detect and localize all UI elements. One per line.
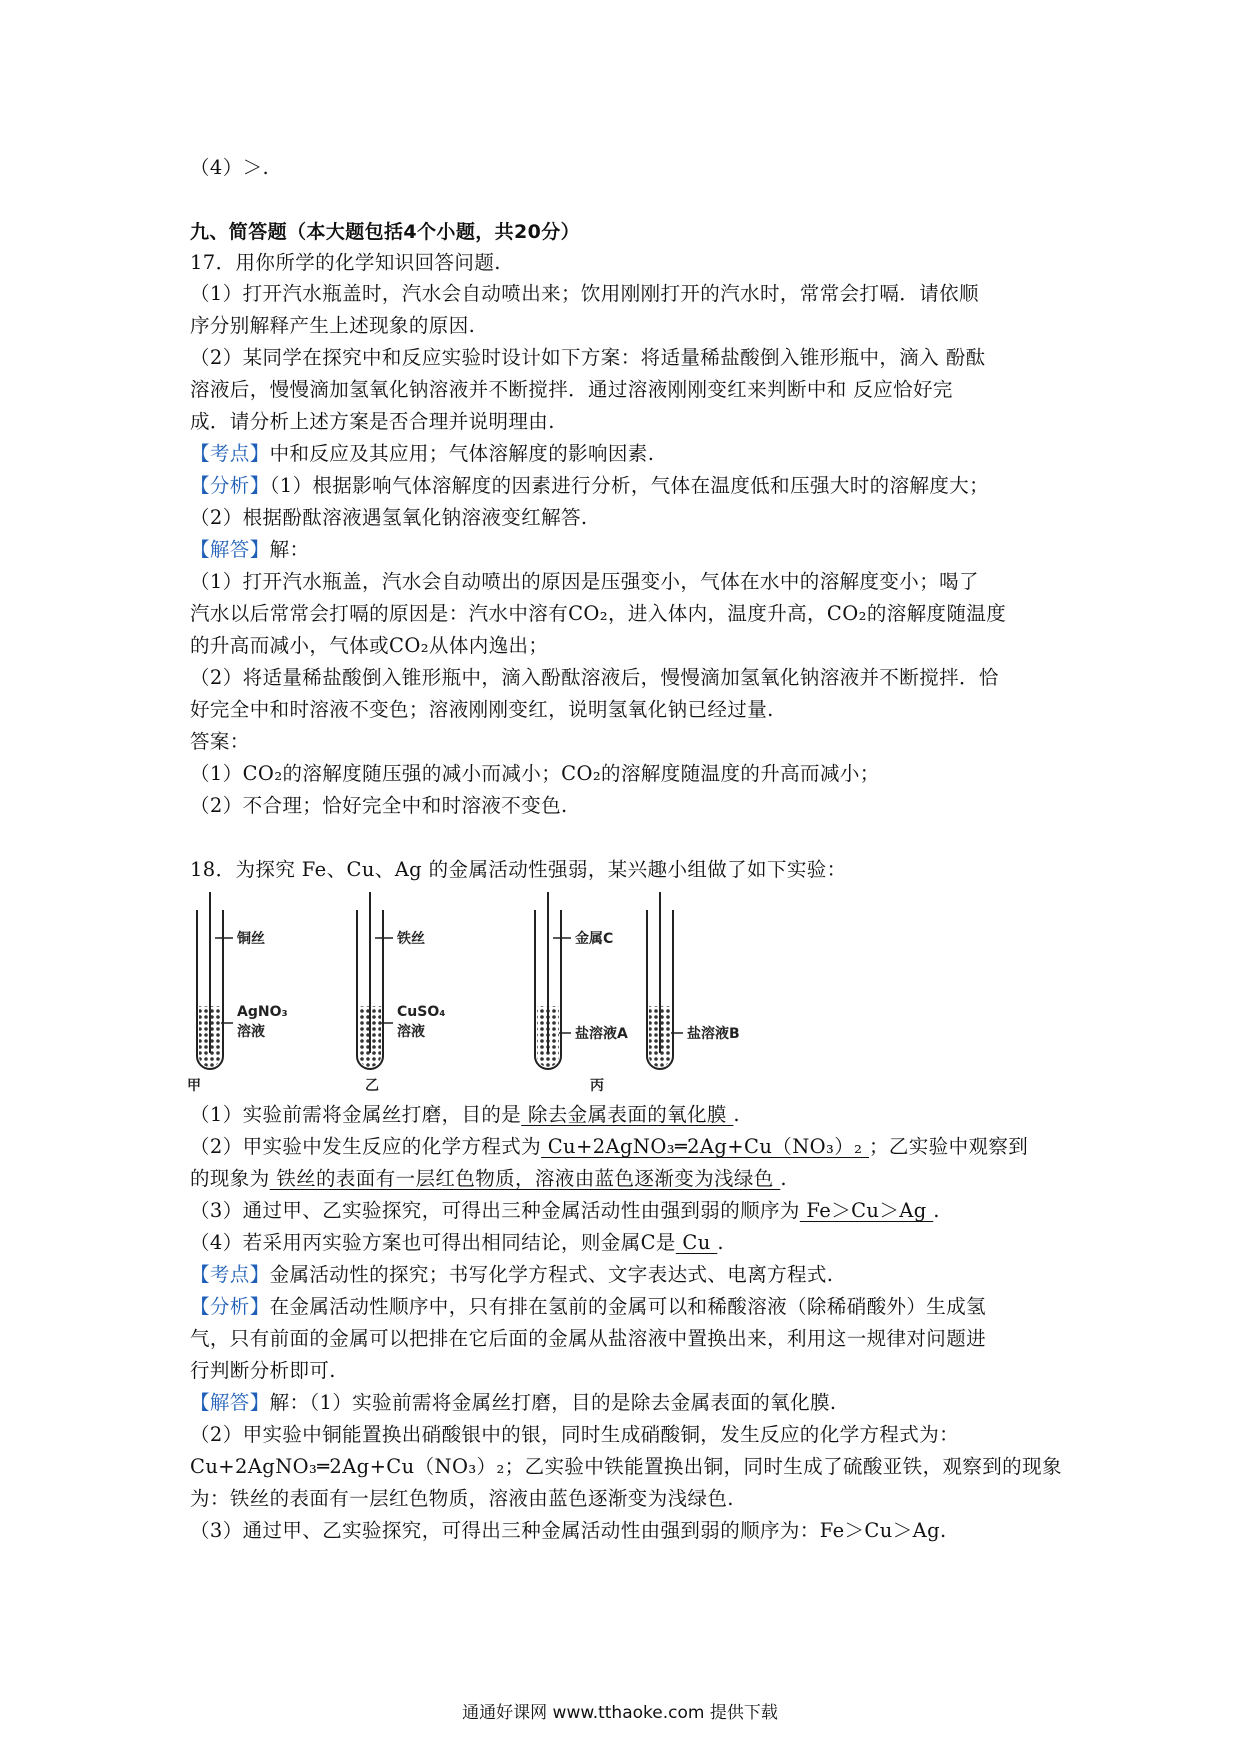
- q18-part-2: （2）甲实验中发生反应的化学方程式为 Cu+2AgNO₃═2Ag+Cu（NO₃）₂ ；乙实验中观察到: [190, 1135, 1029, 1158]
- section-heading: 九、简答题（本大题包括4个小题，共20分）: [190, 221, 581, 243]
- q17-answer-line: （1）打开汽水瓶盖，汽水会自动喷出的原因是压强变小，气体在水中的溶解度变小；喝了: [190, 570, 979, 593]
- q18-part-3: （3）通过甲、乙实验探究，可得出三种金属活动性由强到弱的顺序为 Fe＞Cu＞Ag .: [190, 1199, 940, 1222]
- q18-title: 18．为探究 Fe、Cu、Ag 的金属活动性强弱，某兴趣小组做了如下实验：: [190, 858, 847, 881]
- page-footer: 通通好课网 www.tthaoke.com 提供下载: [462, 1703, 778, 1723]
- q18-jieda-line: 为：铁丝的表面有一层红色物质，溶液由蓝色逐渐变为浅绿色.: [190, 1487, 734, 1510]
- q18-fenxi: 【分析】在金属活动性顺序中，只有排在氢前的金属可以和稀酸溶液（除稀硝酸外）生成氢: [190, 1295, 987, 1318]
- yi-solution-label: CuSO₄: [397, 1004, 446, 1020]
- svg-text:溶液: 溶液: [397, 1024, 425, 1040]
- q17-jieda: 【解答】解：: [190, 538, 310, 561]
- q17-line: 序分别解释产生上述现象的原因.: [190, 314, 476, 337]
- bing-solution-a-label: 盐溶液A: [575, 1026, 628, 1042]
- q18-part-1: （1）实验前需将金属丝打磨，目的是 除去金属表面的氧化膜 .: [190, 1103, 741, 1126]
- jia-wire-label: 铜丝: [237, 931, 265, 947]
- jieda-tag: 【解答】: [190, 538, 270, 561]
- q18-jieda-line: （3）通过甲、乙实验探究，可得出三种金属活动性由强到弱的顺序为：Fe＞Cu＞Ag.: [190, 1519, 947, 1542]
- bing-wire-label: 金属C: [575, 931, 614, 947]
- test-tube-yi: [357, 892, 445, 1094]
- q17-title: 17．用你所学的化学知识回答问题.: [190, 251, 501, 274]
- experiment-figure: [185, 888, 845, 1098]
- q17-line: （2）某同学在探究中和反应实验时设计如下方案：将适量稀盐酸倒入锥形瓶中，滴入 酚酞: [190, 346, 986, 369]
- blank-answer: Cu+2AgNO₃═2Ag+Cu（NO₃）₂: [541, 1135, 869, 1158]
- q17-answer-line: 的升高而减小，气体或CO₂从体内逸出；: [190, 634, 549, 657]
- q18-part-2b: 的现象为 铁丝的表面有一层红色物质，溶液由蓝色逐渐变为浅绿色 .: [190, 1167, 787, 1190]
- q17-answer-line: 好完全中和时溶液不变色；溶液刚刚变红，说明氢氧化钠已经过量.: [190, 698, 774, 721]
- test-tube-jia: [187, 892, 288, 1094]
- answer-4: （4）＞.: [190, 156, 270, 179]
- q17-daan-label: 答案：: [190, 730, 250, 753]
- q18-fenxi-2: 气，只有前面的金属可以把排在它后面的金属从盐溶液中置换出来，利用这一规律对问题进: [190, 1327, 987, 1350]
- q17-kaodian: 【考点】中和反应及其应用；气体溶解度的影响因素.: [190, 442, 655, 465]
- q17-answer-line: （2）将适量稀盐酸倒入锥形瓶中，滴入酚酞溶液后，慢慢滴加氢氧化钠溶液并不断搅拌．恰: [190, 666, 999, 689]
- jieda-tag: 【解答】: [190, 1391, 270, 1414]
- blank-answer: 铁丝的表面有一层红色物质，溶液由蓝色逐渐变为浅绿色: [269, 1167, 781, 1190]
- bing-solution-b-label: 盐溶液B: [687, 1026, 740, 1042]
- jia-caption: 甲: [187, 1078, 201, 1094]
- q17-answer-line: 汽水以后常常会打嗝的原因是：汽水中溶有CO₂，进入体内，温度升高，CO₂的溶解度随温度: [190, 602, 1007, 625]
- q17-fenxi: 【分析】（1）根据影响气体溶解度的因素进行分析，气体在温度低和压强大时的溶解度大；: [190, 474, 990, 497]
- q17-daan-line: （1）CO₂的溶解度随压强的减小而减小；CO₂的溶解度随温度的升高而减小；: [190, 762, 880, 785]
- q18-jieda-line: Cu+2AgNO₃═2Ag+Cu（NO₃）₂；乙实验中铁能置换出铜，同时生成了硫酸亚铁，观察到的现象: [190, 1455, 1062, 1478]
- q17-daan-line: （2）不合理；恰好完全中和时溶液不变色.: [190, 794, 568, 817]
- yi-wire-label: 铁丝: [397, 931, 425, 947]
- fenxi-tag: 【分析】: [190, 474, 270, 497]
- q17-fenxi-2: （2）根据酚酞溶液遇氢氧化钠溶液变红解答.: [190, 506, 588, 529]
- test-tube-bing-a: [535, 892, 628, 1069]
- bing-caption: 丙: [590, 1078, 604, 1094]
- kaodian-tag: 【考点】: [190, 1263, 270, 1286]
- q18-kaodian: 【考点】金属活动性的探究；书写化学方程式、文字表达式、电离方程式.: [190, 1263, 834, 1286]
- q18-jieda: 【解答】解：（1）实验前需将金属丝打磨，目的是除去金属表面的氧化膜.: [190, 1391, 837, 1414]
- jia-solution-label: AgNO₃: [237, 1004, 288, 1020]
- blank-answer: 除去金属表面的氧化膜: [521, 1103, 734, 1126]
- yi-caption: 乙: [365, 1078, 379, 1094]
- blank-answer: Cu: [675, 1231, 718, 1254]
- q17-line: 成．请分析上述方案是否合理并说明理由.: [190, 410, 555, 433]
- q18-fenxi-3: 行判断分析即可.: [190, 1359, 336, 1382]
- svg-text:溶液: 溶液: [237, 1024, 265, 1040]
- q17-line: （1）打开汽水瓶盖时，汽水会自动喷出来；饮用刚刚打开的汽水时，常常会打嗝．请依顺: [190, 282, 979, 305]
- q17-line: 溶液后，慢慢滴加氢氧化钠溶液并不断搅拌．通过溶液刚刚变红来判断中和 反应恰好完: [190, 378, 953, 401]
- q18-part-4: （4）若采用丙实验方案也可得出相同结论，则金属C是 Cu .: [190, 1231, 724, 1254]
- q18-jieda-line: （2）甲实验中铜能置换出硝酸银中的银，同时生成硝酸铜，发生反应的化学方程式为：: [190, 1423, 960, 1446]
- fenxi-tag: 【分析】: [190, 1295, 270, 1318]
- test-tube-bing-b: [590, 892, 740, 1094]
- kaodian-tag: 【考点】: [190, 442, 270, 465]
- blank-answer: Fe＞Cu＞Ag: [799, 1199, 934, 1222]
